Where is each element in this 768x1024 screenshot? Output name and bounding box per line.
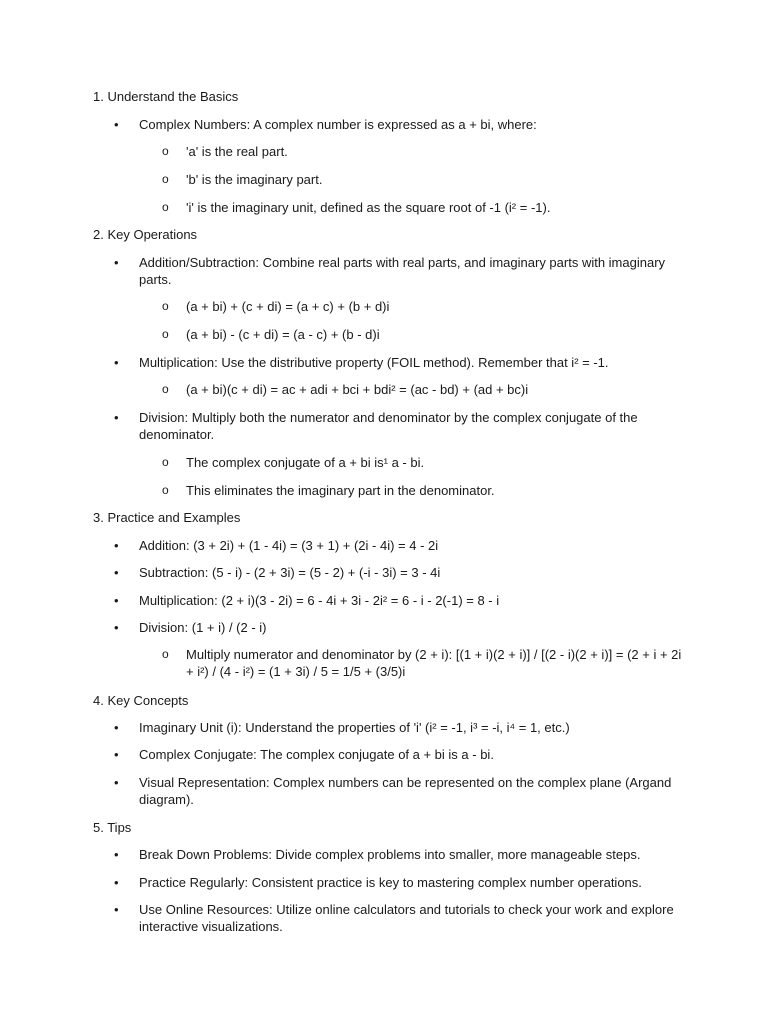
sub-list-item: This eliminates the imaginary part in the denominator. (186, 483, 495, 498)
section-heading: 2. Key Operations (93, 227, 198, 242)
bullet: • (114, 620, 119, 635)
sub-list-item: The complex conjugate of a + bi is¹ a - bi. (186, 455, 425, 470)
sub-bullet: o (162, 299, 169, 313)
sub-bullet: o (162, 200, 169, 214)
bullet: • (114, 775, 119, 790)
sub-bullet: o (162, 144, 169, 158)
list-item: Addition: (3 + 2i) + (1 - 4i) = (3 + 1) + (2i - 4i) = 4 - 2i (139, 538, 439, 553)
list-item: Visual Representation: Complex numbers can be represented on the complex plane (Argand diagram). (139, 775, 672, 807)
section-heading: 3. Practice and Examples (93, 510, 241, 525)
bullet: • (114, 538, 119, 553)
sub-list-item: Multiply numerator and denominator by (2 + i): [(1 + i)(2 + i)] / [(2 - i)(2 + i)] = (2 + i + 2i + i²) / (4 - i²) = (1 + 3i) / 5 = 1/5 + (3/5)i (186, 647, 682, 679)
bullet: • (114, 355, 119, 370)
list-item: Multiplication: Use the distributive property (FOIL method). Remember that i² = -1. (139, 355, 609, 370)
section-heading: 1. Understand the Basics (93, 89, 239, 104)
bullet: • (114, 593, 119, 608)
bullet: • (114, 410, 119, 425)
list-item: Break Down Problems: Divide complex problems into smaller, more manageable steps. (139, 847, 641, 862)
sub-bullet: o (162, 647, 169, 661)
list-item: Multiplication: (2 + i)(3 - 2i) = 6 - 4i + 3i - 2i² = 6 - i - 2(-1) = 8 - i (139, 593, 500, 608)
list-item: Subtraction: (5 - i) - (2 + 3i) = (5 - 2) + (-i - 3i) = 3 - 4i (139, 565, 441, 580)
sub-list-item: 'a' is the real part. (186, 144, 288, 159)
bullet: • (114, 255, 119, 270)
bullet: • (114, 847, 119, 862)
section-heading: 5. Tips (93, 820, 132, 835)
sub-bullet: o (162, 455, 169, 469)
sub-list-item: (a + bi) + (c + di) = (a + c) + (b + d)i (186, 299, 390, 314)
bullet: • (114, 902, 119, 917)
list-item: Practice Regularly: Consistent practice is key to mastering complex number operations. (139, 875, 642, 890)
sub-list-item: (a + bi)(c + di) = ac + adi + bci + bdi² = (ac - bd) + (ad + bc)i (186, 382, 529, 397)
sub-bullet: o (162, 327, 169, 341)
sub-bullet: o (162, 172, 169, 186)
sub-list-item: (a + bi) - (c + di) = (a - c) + (b - d)i (186, 327, 380, 342)
sub-list-item: 'i' is the imaginary unit, defined as the square root of -1 (i² = -1). (186, 200, 551, 215)
section-heading: 4. Key Concepts (93, 693, 189, 708)
list-item: Use Online Resources: Utilize online calculators and tutorials to check your work and explore interactive visualizations. (139, 902, 674, 934)
bullet: • (114, 117, 119, 132)
list-item: Division: Multiply both the numerator and denominator by the complex conjugate of the denominator. (139, 410, 638, 442)
list-item: Addition/Subtraction: Combine real parts with real parts, and imaginary parts with imaginary parts. (139, 255, 666, 287)
list-item: Imaginary Unit (i): Understand the properties of 'i' (i² = -1, i³ = -i, i⁴ = 1, etc.) (139, 720, 570, 735)
list-item: Complex Conjugate: The complex conjugate of a + bi is a - bi. (139, 747, 494, 762)
bullet: • (114, 720, 119, 735)
bullet: • (114, 565, 119, 580)
sub-bullet: o (162, 483, 169, 497)
bullet: • (114, 747, 119, 762)
list-item: Complex Numbers: A complex number is expressed as a + bi, where: (139, 117, 537, 132)
sub-bullet: o (162, 382, 169, 396)
bullet: • (114, 875, 119, 890)
sub-list-item: 'b' is the imaginary part. (186, 172, 323, 187)
list-item: Division: (1 + i) / (2 - i) (139, 620, 267, 635)
